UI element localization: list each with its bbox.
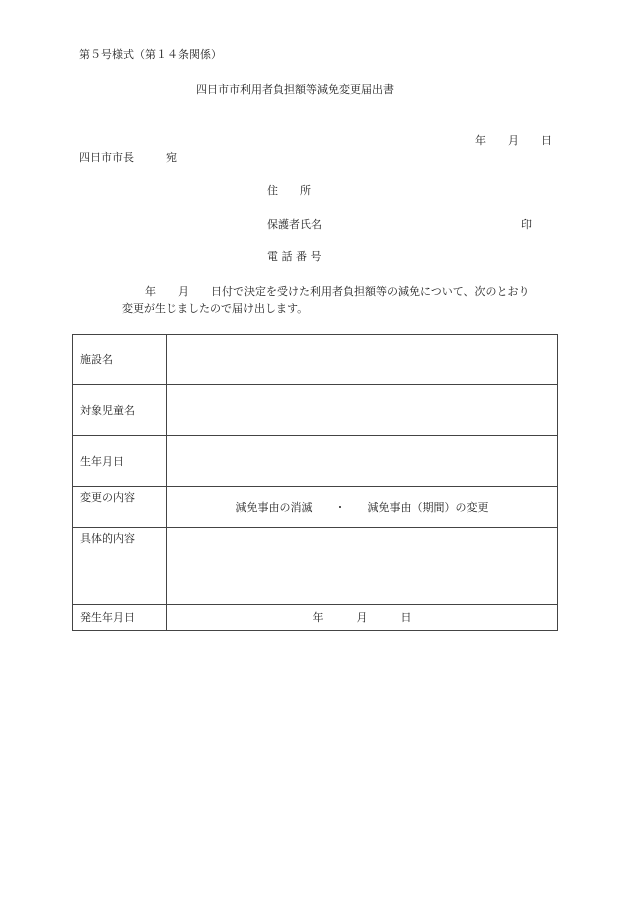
change-content-options[interactable]: 減免事由の消滅 ・ 減免事由（期間）の変更 [167,487,558,528]
date-month-label: 月 [508,134,519,147]
form-number: 第５号様式（第１４条関係） [79,48,222,61]
facility-name-label: 施設名 [73,335,167,385]
body-text-line-2: 変更が生じましたので届け出します。 [122,302,309,315]
guardian-name-label: 保護者氏名 [267,218,322,231]
table-row [73,436,558,487]
addressee-suffix: 宛 [166,151,177,164]
seal-mark: 印 [521,218,532,231]
birth-date-field[interactable] [167,436,558,487]
child-name-label: 対象児童名 [73,385,167,436]
occurrence-date-label: 発生年月日 [73,605,167,631]
specific-content-field[interactable] [167,528,558,605]
table-row [73,385,558,436]
birth-date-label: 生年月日 [73,436,167,487]
date-day-label: 日 [541,134,552,147]
phone-label: 電 話 番 号 [267,250,322,263]
table-row [73,605,558,631]
table-row [73,528,558,605]
body-text-line-1: 年 月 日付で決定を受けた利用者負担額等の減免について、次のとおり [145,285,530,298]
form-table [72,334,558,631]
facility-name-field[interactable] [167,335,558,385]
change-content-label: 変更の内容 [73,487,167,528]
table-row [73,487,558,528]
date-year-label: 年 [475,134,486,147]
address-label: 住 所 [267,184,311,197]
specific-content-label: 具体的内容 [73,528,167,605]
occurrence-date-field[interactable]: 年 月 日 [167,605,558,631]
page-title: 四日市市利用者負担額等減免変更届出書 [196,83,394,96]
addressee-name: 四日市市長 [79,151,134,164]
child-name-field[interactable] [167,385,558,436]
table-row [73,335,558,385]
